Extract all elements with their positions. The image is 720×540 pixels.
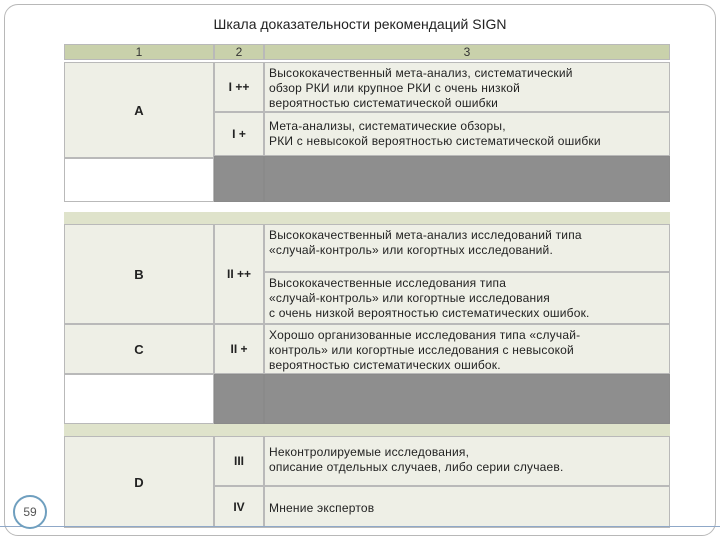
level-1p-cell bbox=[214, 112, 264, 156]
header-col-3: 3 bbox=[264, 44, 670, 60]
level-2pp-cell bbox=[214, 224, 264, 324]
grade-b-cell bbox=[64, 224, 214, 324]
grade-c-label: C bbox=[134, 341, 144, 357]
grade-d-label: D bbox=[134, 474, 144, 490]
level-1pp-label: I ++ bbox=[228, 80, 250, 94]
level-1pp-cell bbox=[214, 62, 264, 112]
desc-2p-cell: Хорошо организованные исследования типа «случай- контроль» или когортные исследования с невысокой вероятностью систематических ошибок. bbox=[264, 324, 670, 374]
level-3-cell bbox=[214, 436, 264, 486]
slide-title: Шкала доказательности рекомендаций SIGN bbox=[213, 16, 507, 32]
grade-c-empty-cell bbox=[64, 374, 214, 424]
section-separator-1 bbox=[64, 212, 670, 224]
page-number-badge bbox=[13, 495, 47, 529]
blank-dark-cell-a-2 bbox=[214, 156, 264, 202]
footer-line bbox=[0, 526, 720, 527]
blank-dark-cell-c-3 bbox=[264, 374, 670, 424]
section-separator-2 bbox=[64, 424, 670, 436]
blank-dark-cell-a-3 bbox=[264, 156, 670, 202]
level-2p-label: II + bbox=[230, 342, 248, 356]
desc-2pp-cell-b: Высококачественные исследования типа «случай-контроль» или когортные исследования с очень низкой вероятностью систематических ошибок. bbox=[264, 272, 670, 324]
desc-1p-cell: Мета-анализы, систематические обзоры, РКИ с невысокой вероятностью систематической ошибки bbox=[264, 112, 670, 156]
header-col-2: 2 bbox=[214, 44, 264, 60]
grade-d-cell bbox=[64, 436, 214, 528]
grade-b-label: B bbox=[134, 266, 144, 282]
grade-a-cell bbox=[64, 62, 214, 158]
level-4-label: IV bbox=[233, 500, 245, 514]
header-col-1: 1 bbox=[64, 44, 214, 60]
grade-a-empty-cell bbox=[64, 158, 214, 202]
level-4-cell bbox=[214, 486, 264, 528]
page-number: 59 bbox=[23, 505, 37, 519]
grade-a-label: A bbox=[134, 102, 144, 118]
level-2p-cell bbox=[214, 324, 264, 374]
desc-3-cell: Неконтролируемые исследования, описание отдельных случаев, либо серии случаев. bbox=[264, 436, 670, 486]
desc-2pp-cell-a: Высококачественный мета-анализ исследований типа «случай-контроль» или когортных исследований. bbox=[264, 224, 670, 272]
blank-dark-cell-c-2 bbox=[214, 374, 264, 424]
level-1p-label: I + bbox=[232, 127, 246, 141]
grade-c-cell bbox=[64, 324, 214, 374]
level-3-label: III bbox=[233, 454, 244, 468]
desc-4-cell: Мнение экспертов bbox=[264, 486, 670, 528]
level-2pp-label: II ++ bbox=[226, 267, 252, 281]
desc-1pp-cell: Высококачественный мета-анализ, систематический обзор РКИ или крупное РКИ с очень низкой вероятностью систематической ошибки bbox=[264, 62, 670, 112]
